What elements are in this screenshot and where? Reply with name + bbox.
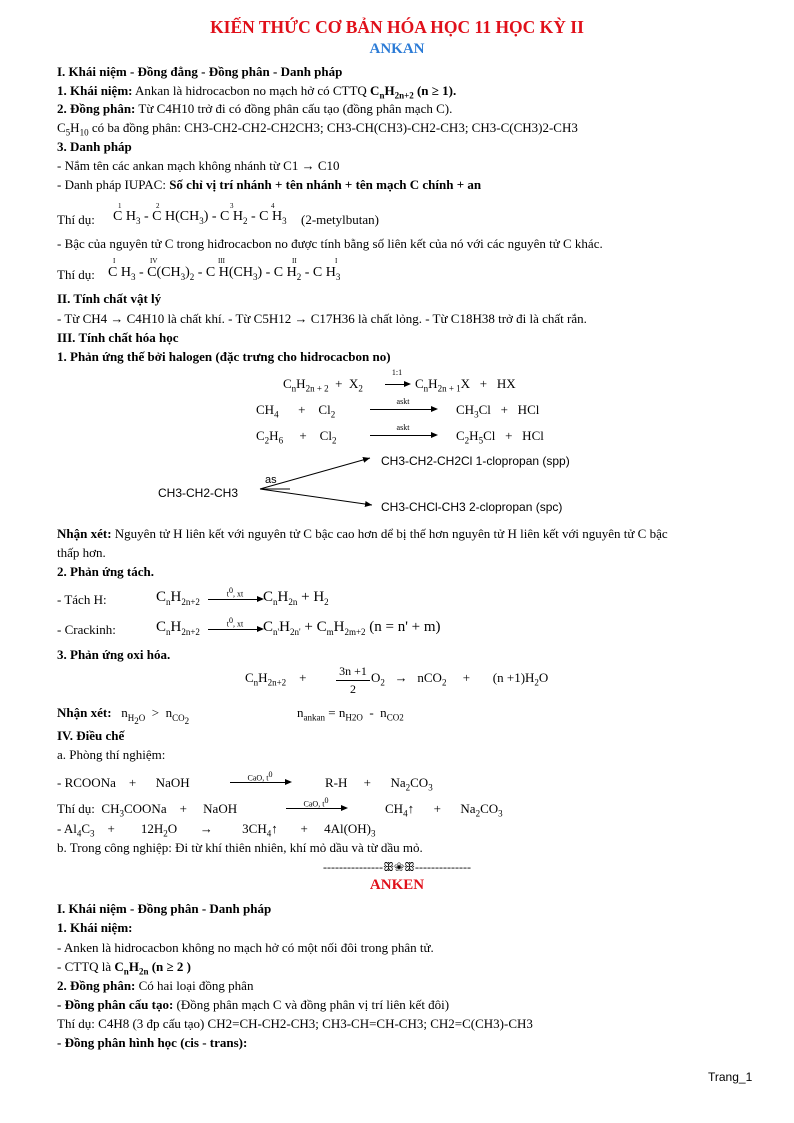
oxi-hoa-heading: 3. Phản ứng oxi hóa. (57, 647, 171, 662)
dieu-che-a: a. Phòng thí nghiệm: (57, 747, 166, 762)
al4c3-eq: - $Al_4C_3$ + $12H_2O$ → $3CH_4↑$ + $4Al(OH)_3$ (57, 821, 376, 839)
anken-cttq: - CTTQ là $C_nH_{2n}$ (n ≥ 2 ) (57, 959, 191, 977)
anken-kn-text: - Anken là hidrocacbon không no mạch hở có một nối đôi trong phân tử. (57, 940, 434, 955)
vat-ly-line: - Từ CH4 → C4H10 là chất khí. - Từ C5H12 → C17H36 là chất lỏng. - Từ C18H38 trở đi là chất rắn. (57, 311, 587, 326)
ch3coona-eq: Thí dụ: $CH_3COONa$ + NaOH (57, 801, 238, 819)
product-1: CH3-CH2-CH2Cl 1-clopropan (spp) (381, 454, 570, 468)
propane: CH3-CH2-CH3 (158, 486, 239, 500)
danh-phap-heading: 3. Danh pháp (57, 139, 132, 154)
example-2-label: Thí dụ: (57, 267, 95, 282)
product-2: CH3-CHCl-CH3 2-clopropan (spc) (381, 500, 563, 514)
hoa-hoc-heading: III. Tính chất hóa học (57, 330, 179, 345)
crackinh-label: - Crackinh: (57, 622, 116, 637)
crackinh-eq: $C_nH_{2n+2}$ (156, 619, 200, 637)
reaction-c2h6: $C_2H_6$ + $Cl_2$ (256, 428, 337, 446)
page-title: KIẾN THỨC CƠ BẢN HÓA HỌC 11 HỌC KỲ II (210, 17, 584, 37)
danh-phap-line-1: - Nắm tên các ankan mạch không nhánh từ C1 → C10 (57, 158, 340, 173)
reaction-ch4: $CH_4$ + $Cl_2$ (256, 402, 336, 420)
nhan-xet-1: Nhận xét: Nguyên tử H liên kết với nguyên tử C bậc cao hơn dể bị thế hơn nguyên tử H liên kết với nguyên tử C bậc (57, 526, 668, 541)
rcoona-eq: - RCOONa + NaOH (57, 775, 190, 790)
anken-dpct: - Đồng phân cấu tạo: (Đồng phân mạch C và đồng phân vị trí liên kết đôi) (57, 997, 450, 1012)
page-number: Trang_1 (708, 1070, 753, 1084)
anken-dphh: - Đồng phân hình học (cis - trans): (57, 1035, 248, 1050)
n-ankan-eq: $n_{ankan} = n_{H2O} - n_{CO2}$ (297, 705, 404, 723)
anken-dong-phan: 2. Đồng phân: Có hai loại đồng phân (57, 978, 254, 993)
nhan-xet-2: Nhận xét: $n_{H_2O} > n_{CO_2}$ (57, 705, 190, 726)
anken-c4h8: Thí dụ: C4H8 (3 đp cấu tạo) CH2=CH-CH2-CH3; CH3-CH=CH-CH3; CH2=C(CH3)-CH3 (57, 1016, 533, 1031)
example-1-name: (2-metylbutan) (301, 212, 379, 227)
section-heading-ankan: ANKAN (369, 41, 425, 57)
section-heading-anken: ANKEN (369, 877, 425, 893)
example-2-formula: C $H_3 - C(CH_3)_2$ - C $H(CH_3)$ - C $H_2$ - C $H_3$ (108, 265, 341, 282)
danh-phap-line-2: - Danh pháp IUPAC: Số chỉ vị trí nhánh + tên nhánh + tên mạch C chính + an (57, 177, 482, 192)
dieu-che-b: b. Trong công nghiệp: Đi từ khí thiên nhiên, khí mỏ dầu và từ dầu mỏ. (57, 840, 423, 855)
as-label: as (265, 474, 277, 486)
tach-h-eq: $C_nH_{2n+2}$ (156, 589, 200, 607)
separator: ---------------ꕥ❀ꕥ-------------- (323, 860, 471, 874)
tach-h-label: - Tách H: (57, 592, 107, 607)
nhan-xet-1-cont: thấp hơn. (57, 545, 106, 560)
vat-ly-heading: II. Tính chất vật lý (57, 291, 162, 306)
phan-ung-tach-heading: 2. Phản ứng tách. (57, 564, 155, 579)
khai-niem-line: 1. Khái niệm: Ankan là hidrocacbon no mạch hở có CTTQ $C_nH_{2n+2}$ (n ≥ 1). (57, 83, 457, 101)
anken-section-1: I. Khái niệm - Đồng phân - Danh pháp (57, 901, 272, 916)
c5h10-line: $C_5H_{10}$ có ba đồng phân: CH3-CH2-CH2-CH2CH3; CH3-CH(CH3)-CH2-CH3; CH3-C(CH3)2-CH3 (57, 120, 578, 138)
bac-line: - Bậc của nguyên tử C trong hiđrocacbon no được tính bằng số liên kết của nó với các nguyên tử C khác. (57, 236, 603, 251)
anken-khai-niem: 1. Khái niệm: (57, 920, 133, 935)
example-1-label: Thí dụ: (57, 212, 95, 227)
dong-phan-line: 2. Đồng phân: Từ C4H10 trở đi có đồng phân cấu tạo (đồng phân mạch C). (57, 101, 453, 116)
section-1-heading: I. Khái niệm - Đồng đẳng - Đồng phân - Danh pháp (57, 64, 343, 79)
reaction-general: $C_nH_{2n + 2} + X_2$ (283, 376, 363, 394)
branch-arrows (250, 455, 380, 515)
dieu-che-heading: IV. Điều chế (57, 728, 125, 743)
combustion-eq: $C_nH_{2n+2}$ + (245, 670, 307, 688)
example-1-formula: C $H_3$ - C $H(CH_3)$ - C $H_2$ - C $H_3$ (113, 209, 287, 226)
phan-ung-the-heading: 1. Phản ứng thế bởi halogen (đặc trưng cho hidrocacbon no) (57, 349, 391, 364)
